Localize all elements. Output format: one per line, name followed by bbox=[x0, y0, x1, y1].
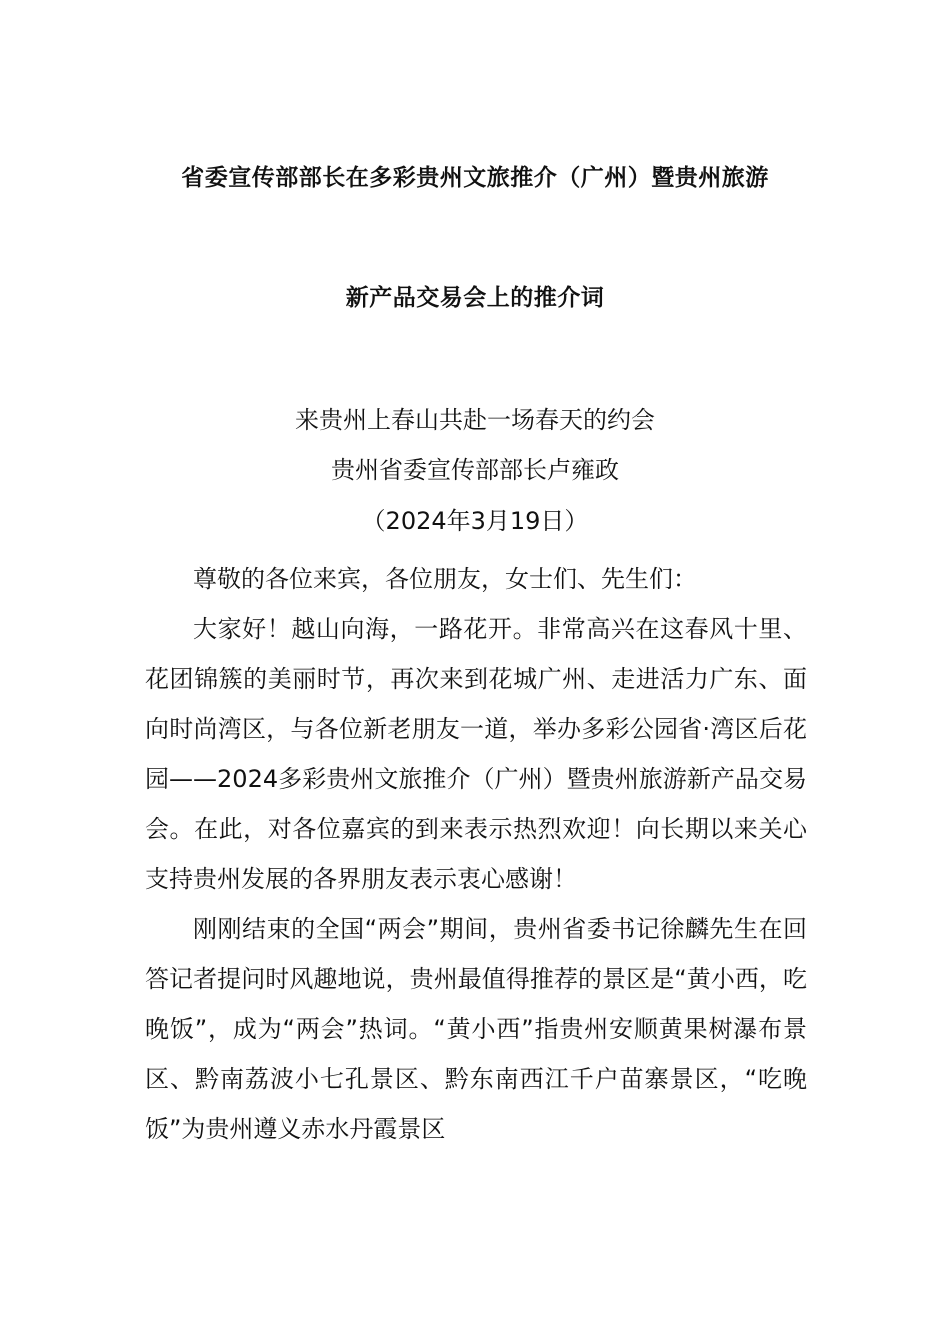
speech-body bbox=[145, 554, 807, 1154]
speech-subtitle: 来贵州上春山共赴一场春天的约会 bbox=[295, 406, 655, 434]
document-title-line-1: 省委宣传部部长在多彩贵州文旅推介（广州）暨贵州旅游 bbox=[181, 165, 769, 191]
document-title-line-2: 新产品交易会上的推介词 bbox=[345, 285, 605, 311]
paragraph-salutation: 尊敬的各位来宾，各位朋友，女士们、先生们： bbox=[193, 565, 697, 593]
paragraph-two-sessions: 刚刚结束的全国“两会”期间，贵州省委书记徐麟先生在回答记者提问时风趣地说，贵州最值得推荐的景区是“黄小西，吃晚饭”，成为“两会”热词。“黄小西”指贵州安顺黄果树瀑布景区、黔南荔波小七孔景区、黔东南西江千户苗寨景区，“吃晚饭”为贵州遵义赤水丹霞景区 bbox=[145, 915, 807, 1143]
paragraph-greeting: 大家好！越山向海，一路花开。非常高兴在这春风十里、花团锦簇的美丽时节，再次来到花城广州、走进活力广东、面向时尚湾区，与各位新老朋友一道，举办多彩公园省·湾区后花园——2024多彩贵州文旅推介（广州）暨贵州旅游新产品交易会。在此，对各位嘉宾的到来表示热烈欢迎！向长期以来关心支持贵州发展的各界朋友表示衷心感谢！ bbox=[145, 615, 807, 893]
speech-date: （2024年3月19日） bbox=[361, 507, 589, 535]
speech-author: 贵州省委宣传部部长卢雍政 bbox=[331, 456, 619, 484]
